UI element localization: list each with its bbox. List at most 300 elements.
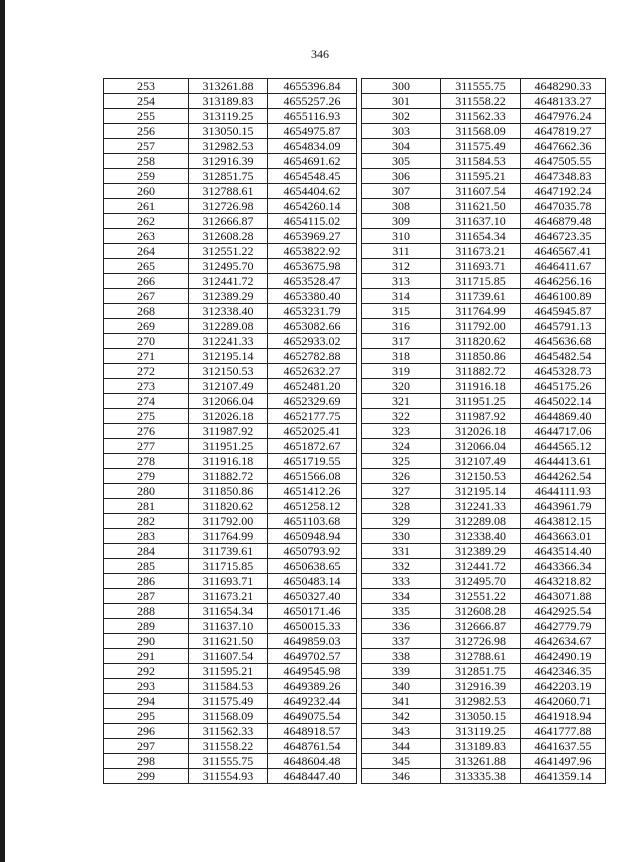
- right-y-coordinate-cell: 4644413.61: [521, 454, 606, 469]
- right-point-number-cell: 325: [362, 454, 441, 469]
- right-y-coordinate-cell: 4647976.24: [521, 109, 606, 124]
- left-y-coordinate-cell: 4654404.62: [268, 184, 357, 199]
- left-x-coordinate-cell: 312338.40: [189, 304, 268, 319]
- left-x-coordinate-cell: 311693.71: [189, 574, 268, 589]
- left-point-number-cell: 261: [104, 199, 189, 214]
- right-x-coordinate-cell: 311715.85: [441, 274, 521, 289]
- left-y-coordinate-cell: 4650638.65: [268, 559, 357, 574]
- right-x-coordinate-cell: 311558.22: [441, 94, 521, 109]
- left-point-number-cell: 283: [104, 529, 189, 544]
- left-point-number-cell: 278: [104, 454, 189, 469]
- table-row: [104, 169, 606, 184]
- right-y-coordinate-cell: 4645328.73: [521, 364, 606, 379]
- left-point-number-cell: 282: [104, 514, 189, 529]
- left-y-coordinate-cell: 4654260.14: [268, 199, 357, 214]
- left-point-number-cell: 264: [104, 244, 189, 259]
- right-y-coordinate-cell: 4644262.54: [521, 469, 606, 484]
- right-y-coordinate-cell: 4642925.54: [521, 604, 606, 619]
- table-row: [104, 424, 606, 439]
- left-point-number-cell: 291: [104, 649, 189, 664]
- left-point-number-cell: 299: [104, 769, 189, 784]
- right-x-coordinate-cell: 312982.53: [441, 694, 521, 709]
- right-point-number-cell: 336: [362, 619, 441, 634]
- right-y-coordinate-cell: 4642779.79: [521, 619, 606, 634]
- right-point-number-cell: 343: [362, 724, 441, 739]
- right-y-coordinate-cell: 4643961.79: [521, 499, 606, 514]
- table-row: [104, 739, 606, 754]
- right-point-number-cell: 310: [362, 229, 441, 244]
- left-point-number-cell: 286: [104, 574, 189, 589]
- right-x-coordinate-cell: 311595.21: [441, 169, 521, 184]
- table-row: [104, 514, 606, 529]
- right-point-number-cell: 333: [362, 574, 441, 589]
- left-x-coordinate-cell: 312982.53: [189, 139, 268, 154]
- left-point-number-cell: 292: [104, 664, 189, 679]
- left-y-coordinate-cell: 4649545.98: [268, 664, 357, 679]
- right-x-coordinate-cell: 312441.72: [441, 559, 521, 574]
- table-row: [104, 319, 606, 334]
- right-x-coordinate-cell: 312195.14: [441, 484, 521, 499]
- left-y-coordinate-cell: 4654834.09: [268, 139, 357, 154]
- table-row: [104, 214, 606, 229]
- left-point-number-cell: 276: [104, 424, 189, 439]
- coordinates-table: [103, 78, 606, 784]
- right-x-coordinate-cell: 312150.53: [441, 469, 521, 484]
- left-x-coordinate-cell: 311820.62: [189, 499, 268, 514]
- right-point-number-cell: 335: [362, 604, 441, 619]
- left-x-coordinate-cell: 311673.21: [189, 589, 268, 604]
- left-x-coordinate-cell: 311654.34: [189, 604, 268, 619]
- left-point-number-cell: 265: [104, 259, 189, 274]
- table-row: [104, 409, 606, 424]
- left-point-number-cell: 274: [104, 394, 189, 409]
- right-y-coordinate-cell: 4645482.54: [521, 349, 606, 364]
- left-x-coordinate-cell: 312107.49: [189, 379, 268, 394]
- left-x-coordinate-cell: 311568.09: [189, 709, 268, 724]
- left-x-coordinate-cell: 312026.18: [189, 409, 268, 424]
- right-x-coordinate-cell: 311637.10: [441, 214, 521, 229]
- table-row: [104, 469, 606, 484]
- left-y-coordinate-cell: 4654975.87: [268, 124, 357, 139]
- left-y-coordinate-cell: 4650327.40: [268, 589, 357, 604]
- right-x-coordinate-cell: 311555.75: [441, 79, 521, 94]
- left-point-number-cell: 285: [104, 559, 189, 574]
- table-row: [104, 439, 606, 454]
- left-y-coordinate-cell: 4653675.98: [268, 259, 357, 274]
- right-y-coordinate-cell: 4645945.87: [521, 304, 606, 319]
- table-row: [104, 304, 606, 319]
- table-row: [104, 754, 606, 769]
- left-point-number-cell: 254: [104, 94, 189, 109]
- right-x-coordinate-cell: 311951.25: [441, 394, 521, 409]
- left-point-number-cell: 284: [104, 544, 189, 559]
- left-point-number-cell: 259: [104, 169, 189, 184]
- left-x-coordinate-cell: 312666.87: [189, 214, 268, 229]
- right-x-coordinate-cell: 313261.88: [441, 754, 521, 769]
- left-x-coordinate-cell: 312195.14: [189, 349, 268, 364]
- right-y-coordinate-cell: 4643218.82: [521, 574, 606, 589]
- left-x-coordinate-cell: 311916.18: [189, 454, 268, 469]
- left-y-coordinate-cell: 4652632.27: [268, 364, 357, 379]
- left-x-coordinate-cell: 312066.04: [189, 394, 268, 409]
- left-y-coordinate-cell: 4653082.66: [268, 319, 357, 334]
- table-row: [104, 499, 606, 514]
- table-row: [104, 574, 606, 589]
- left-y-coordinate-cell: 4654115.02: [268, 214, 357, 229]
- right-point-number-cell: 331: [362, 544, 441, 559]
- left-point-number-cell: 263: [104, 229, 189, 244]
- right-y-coordinate-cell: 4643663.01: [521, 529, 606, 544]
- right-x-coordinate-cell: 311739.61: [441, 289, 521, 304]
- right-x-coordinate-cell: 312608.28: [441, 604, 521, 619]
- right-x-coordinate-cell: 311607.54: [441, 184, 521, 199]
- table-row: [104, 334, 606, 349]
- right-x-coordinate-cell: 312289.08: [441, 514, 521, 529]
- right-x-coordinate-cell: 312066.04: [441, 439, 521, 454]
- table-row: [104, 604, 606, 619]
- right-point-number-cell: 318: [362, 349, 441, 364]
- right-y-coordinate-cell: 4645636.68: [521, 334, 606, 349]
- right-point-number-cell: 323: [362, 424, 441, 439]
- table-row: [104, 544, 606, 559]
- left-point-number-cell: 280: [104, 484, 189, 499]
- table-row: [104, 259, 606, 274]
- left-x-coordinate-cell: 312726.98: [189, 199, 268, 214]
- left-x-coordinate-cell: 312608.28: [189, 229, 268, 244]
- table-row: [104, 769, 606, 784]
- left-y-coordinate-cell: 4650015.33: [268, 619, 357, 634]
- right-y-coordinate-cell: 4647662.36: [521, 139, 606, 154]
- right-x-coordinate-cell: 311654.34: [441, 229, 521, 244]
- left-x-coordinate-cell: 312851.75: [189, 169, 268, 184]
- left-x-coordinate-cell: 311987.92: [189, 424, 268, 439]
- right-point-number-cell: 345: [362, 754, 441, 769]
- left-y-coordinate-cell: 4649075.54: [268, 709, 357, 724]
- table-row: [104, 124, 606, 139]
- left-x-coordinate-cell: 311595.21: [189, 664, 268, 679]
- left-x-coordinate-cell: 312150.53: [189, 364, 268, 379]
- left-y-coordinate-cell: 4655396.84: [268, 79, 357, 94]
- table-row: [104, 364, 606, 379]
- right-y-coordinate-cell: 4646411.67: [521, 259, 606, 274]
- right-point-number-cell: 317: [362, 334, 441, 349]
- right-point-number-cell: 342: [362, 709, 441, 724]
- left-point-number-cell: 289: [104, 619, 189, 634]
- left-x-coordinate-cell: 312495.70: [189, 259, 268, 274]
- right-point-number-cell: 314: [362, 289, 441, 304]
- left-point-number-cell: 287: [104, 589, 189, 604]
- left-x-coordinate-cell: 311951.25: [189, 439, 268, 454]
- right-x-coordinate-cell: 312851.75: [441, 664, 521, 679]
- left-x-coordinate-cell: 312441.72: [189, 274, 268, 289]
- right-point-number-cell: 324: [362, 439, 441, 454]
- table-row: [104, 184, 606, 199]
- right-y-coordinate-cell: 4646879.48: [521, 214, 606, 229]
- left-point-number-cell: 298: [104, 754, 189, 769]
- left-point-number-cell: 267: [104, 289, 189, 304]
- table-row: [104, 619, 606, 634]
- scan-edge: [0, 0, 5, 862]
- right-x-coordinate-cell: 311673.21: [441, 244, 521, 259]
- right-y-coordinate-cell: 4646567.41: [521, 244, 606, 259]
- right-y-coordinate-cell: 4643812.15: [521, 514, 606, 529]
- left-x-coordinate-cell: 312241.33: [189, 334, 268, 349]
- right-point-number-cell: 308: [362, 199, 441, 214]
- table-row: [104, 709, 606, 724]
- left-x-coordinate-cell: 311882.72: [189, 469, 268, 484]
- left-y-coordinate-cell: 4654548.45: [268, 169, 357, 184]
- right-x-coordinate-cell: 311820.62: [441, 334, 521, 349]
- right-point-number-cell: 306: [362, 169, 441, 184]
- right-y-coordinate-cell: 4641918.94: [521, 709, 606, 724]
- left-point-number-cell: 258: [104, 154, 189, 169]
- right-point-number-cell: 311: [362, 244, 441, 259]
- right-x-coordinate-cell: 311575.49: [441, 139, 521, 154]
- left-point-number-cell: 277: [104, 439, 189, 454]
- right-point-number-cell: 302: [362, 109, 441, 124]
- left-y-coordinate-cell: 4650793.92: [268, 544, 357, 559]
- right-y-coordinate-cell: 4648133.27: [521, 94, 606, 109]
- right-point-number-cell: 332: [362, 559, 441, 574]
- right-point-number-cell: 319: [362, 364, 441, 379]
- left-point-number-cell: 293: [104, 679, 189, 694]
- right-y-coordinate-cell: 4647192.24: [521, 184, 606, 199]
- left-x-coordinate-cell: 313189.83: [189, 94, 268, 109]
- left-y-coordinate-cell: 4652933.02: [268, 334, 357, 349]
- right-point-number-cell: 312: [362, 259, 441, 274]
- right-point-number-cell: 301: [362, 94, 441, 109]
- right-point-number-cell: 340: [362, 679, 441, 694]
- right-point-number-cell: 337: [362, 634, 441, 649]
- left-x-coordinate-cell: 312389.29: [189, 289, 268, 304]
- left-point-number-cell: 272: [104, 364, 189, 379]
- right-point-number-cell: 327: [362, 484, 441, 499]
- left-point-number-cell: 271: [104, 349, 189, 364]
- left-x-coordinate-cell: 311555.75: [189, 754, 268, 769]
- right-point-number-cell: 303: [362, 124, 441, 139]
- table-row: [104, 94, 606, 109]
- left-y-coordinate-cell: 4650483.14: [268, 574, 357, 589]
- left-x-coordinate-cell: 311554.93: [189, 769, 268, 784]
- left-point-number-cell: 275: [104, 409, 189, 424]
- right-y-coordinate-cell: 4643071.88: [521, 589, 606, 604]
- left-point-number-cell: 296: [104, 724, 189, 739]
- table-row: [104, 634, 606, 649]
- right-point-number-cell: 328: [362, 499, 441, 514]
- right-y-coordinate-cell: 4641359.14: [521, 769, 606, 784]
- right-x-coordinate-cell: 311916.18: [441, 379, 521, 394]
- right-point-number-cell: 329: [362, 514, 441, 529]
- right-point-number-cell: 338: [362, 649, 441, 664]
- table-row: [104, 109, 606, 124]
- left-point-number-cell: 297: [104, 739, 189, 754]
- right-point-number-cell: 326: [362, 469, 441, 484]
- right-point-number-cell: 334: [362, 589, 441, 604]
- left-x-coordinate-cell: 311850.86: [189, 484, 268, 499]
- left-y-coordinate-cell: 4649702.57: [268, 649, 357, 664]
- right-y-coordinate-cell: 4643366.34: [521, 559, 606, 574]
- right-y-coordinate-cell: 4641497.96: [521, 754, 606, 769]
- table-row: [104, 349, 606, 364]
- left-y-coordinate-cell: 4654691.62: [268, 154, 357, 169]
- left-y-coordinate-cell: 4653231.79: [268, 304, 357, 319]
- left-point-number-cell: 253: [104, 79, 189, 94]
- left-point-number-cell: 257: [104, 139, 189, 154]
- right-y-coordinate-cell: 4642060.71: [521, 694, 606, 709]
- right-y-coordinate-cell: 4648290.33: [521, 79, 606, 94]
- left-x-coordinate-cell: 312289.08: [189, 319, 268, 334]
- right-x-coordinate-cell: 311987.92: [441, 409, 521, 424]
- right-y-coordinate-cell: 4647348.83: [521, 169, 606, 184]
- left-y-coordinate-cell: 4648761.54: [268, 739, 357, 754]
- table-row: [104, 664, 606, 679]
- right-point-number-cell: 320: [362, 379, 441, 394]
- right-x-coordinate-cell: 311850.86: [441, 349, 521, 364]
- left-point-number-cell: 270: [104, 334, 189, 349]
- right-y-coordinate-cell: 4644565.12: [521, 439, 606, 454]
- left-point-number-cell: 279: [104, 469, 189, 484]
- table-row: [104, 139, 606, 154]
- left-x-coordinate-cell: 311584.53: [189, 679, 268, 694]
- left-x-coordinate-cell: 311621.50: [189, 634, 268, 649]
- right-x-coordinate-cell: 312788.61: [441, 649, 521, 664]
- left-x-coordinate-cell: 311607.54: [189, 649, 268, 664]
- right-y-coordinate-cell: 4645175.26: [521, 379, 606, 394]
- right-x-coordinate-cell: 313189.83: [441, 739, 521, 754]
- right-y-coordinate-cell: 4646723.35: [521, 229, 606, 244]
- right-y-coordinate-cell: 4642634.67: [521, 634, 606, 649]
- right-x-coordinate-cell: 312026.18: [441, 424, 521, 439]
- left-x-coordinate-cell: 313119.25: [189, 109, 268, 124]
- left-point-number-cell: 295: [104, 709, 189, 724]
- left-point-number-cell: 266: [104, 274, 189, 289]
- left-point-number-cell: 281: [104, 499, 189, 514]
- right-x-coordinate-cell: 311764.99: [441, 304, 521, 319]
- table-row: [104, 154, 606, 169]
- left-y-coordinate-cell: 4648918.57: [268, 724, 357, 739]
- left-x-coordinate-cell: 311575.49: [189, 694, 268, 709]
- right-point-number-cell: 316: [362, 319, 441, 334]
- right-point-number-cell: 313: [362, 274, 441, 289]
- table-row: [104, 379, 606, 394]
- table-row: [104, 724, 606, 739]
- left-x-coordinate-cell: 311558.22: [189, 739, 268, 754]
- table-row: [104, 289, 606, 304]
- right-point-number-cell: 307: [362, 184, 441, 199]
- left-y-coordinate-cell: 4652025.41: [268, 424, 357, 439]
- left-point-number-cell: 262: [104, 214, 189, 229]
- right-y-coordinate-cell: 4641637.55: [521, 739, 606, 754]
- right-point-number-cell: 339: [362, 664, 441, 679]
- table-row: [104, 454, 606, 469]
- left-y-coordinate-cell: 4652329.69: [268, 394, 357, 409]
- left-y-coordinate-cell: 4653380.40: [268, 289, 357, 304]
- right-x-coordinate-cell: 312666.87: [441, 619, 521, 634]
- left-x-coordinate-cell: 311637.10: [189, 619, 268, 634]
- left-x-coordinate-cell: 311764.99: [189, 529, 268, 544]
- left-point-number-cell: 260: [104, 184, 189, 199]
- left-y-coordinate-cell: 4650171.46: [268, 604, 357, 619]
- right-x-coordinate-cell: 312916.39: [441, 679, 521, 694]
- right-y-coordinate-cell: 4642203.19: [521, 679, 606, 694]
- right-point-number-cell: 322: [362, 409, 441, 424]
- left-y-coordinate-cell: 4649389.26: [268, 679, 357, 694]
- left-x-coordinate-cell: 312551.22: [189, 244, 268, 259]
- right-point-number-cell: 304: [362, 139, 441, 154]
- left-y-coordinate-cell: 4652177.75: [268, 409, 357, 424]
- right-y-coordinate-cell: 4642346.35: [521, 664, 606, 679]
- right-x-coordinate-cell: 312551.22: [441, 589, 521, 604]
- right-y-coordinate-cell: 4647819.27: [521, 124, 606, 139]
- right-point-number-cell: 330: [362, 529, 441, 544]
- right-x-coordinate-cell: 312389.29: [441, 544, 521, 559]
- right-x-coordinate-cell: 313335.38: [441, 769, 521, 784]
- table-row: [104, 229, 606, 244]
- left-y-coordinate-cell: 4655116.93: [268, 109, 357, 124]
- right-y-coordinate-cell: 4647505.55: [521, 154, 606, 169]
- left-y-coordinate-cell: 4651719.55: [268, 454, 357, 469]
- table-row: [104, 199, 606, 214]
- left-x-coordinate-cell: 313261.88: [189, 79, 268, 94]
- page-number: 346: [311, 47, 329, 61]
- left-x-coordinate-cell: 311715.85: [189, 559, 268, 574]
- right-x-coordinate-cell: 311584.53: [441, 154, 521, 169]
- left-point-number-cell: 256: [104, 124, 189, 139]
- right-x-coordinate-cell: 311621.50: [441, 199, 521, 214]
- table-row: [104, 79, 606, 94]
- right-y-coordinate-cell: 4644717.06: [521, 424, 606, 439]
- table-row: [104, 694, 606, 709]
- left-y-coordinate-cell: 4649232.44: [268, 694, 357, 709]
- left-y-coordinate-cell: 4649859.03: [268, 634, 357, 649]
- right-y-coordinate-cell: 4645791.13: [521, 319, 606, 334]
- left-x-coordinate-cell: 312916.39: [189, 154, 268, 169]
- right-y-coordinate-cell: 4643514.40: [521, 544, 606, 559]
- right-point-number-cell: 309: [362, 214, 441, 229]
- left-point-number-cell: 269: [104, 319, 189, 334]
- right-y-coordinate-cell: 4646100.89: [521, 289, 606, 304]
- right-x-coordinate-cell: 312495.70: [441, 574, 521, 589]
- right-point-number-cell: 305: [362, 154, 441, 169]
- left-y-coordinate-cell: 4652782.88: [268, 349, 357, 364]
- right-x-coordinate-cell: 312338.40: [441, 529, 521, 544]
- left-y-coordinate-cell: 4651872.67: [268, 439, 357, 454]
- right-y-coordinate-cell: 4647035.78: [521, 199, 606, 214]
- left-x-coordinate-cell: 311562.33: [189, 724, 268, 739]
- left-y-coordinate-cell: 4651566.08: [268, 469, 357, 484]
- right-y-coordinate-cell: 4641777.88: [521, 724, 606, 739]
- left-y-coordinate-cell: 4655257.26: [268, 94, 357, 109]
- right-point-number-cell: 344: [362, 739, 441, 754]
- left-point-number-cell: 268: [104, 304, 189, 319]
- left-y-coordinate-cell: 4652481.20: [268, 379, 357, 394]
- right-x-coordinate-cell: 312726.98: [441, 634, 521, 649]
- left-y-coordinate-cell: 4648447.40: [268, 769, 357, 784]
- left-point-number-cell: 255: [104, 109, 189, 124]
- right-x-coordinate-cell: 311882.72: [441, 364, 521, 379]
- table-row: [104, 394, 606, 409]
- coordinates-table-body: [104, 79, 606, 784]
- left-point-number-cell: 294: [104, 694, 189, 709]
- left-y-coordinate-cell: 4648604.48: [268, 754, 357, 769]
- right-y-coordinate-cell: 4642490.19: [521, 649, 606, 664]
- table-row: [104, 679, 606, 694]
- right-point-number-cell: 315: [362, 304, 441, 319]
- table-row: [104, 244, 606, 259]
- right-y-coordinate-cell: 4644111.93: [521, 484, 606, 499]
- right-x-coordinate-cell: 311562.33: [441, 109, 521, 124]
- left-point-number-cell: 290: [104, 634, 189, 649]
